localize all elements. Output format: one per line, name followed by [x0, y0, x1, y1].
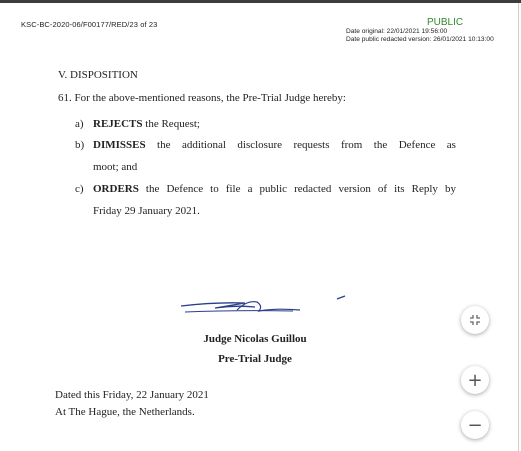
item-c-word: by: [445, 183, 456, 195]
fit-to-page-button[interactable]: [461, 306, 489, 334]
item-c-word: Reply: [411, 183, 438, 195]
place-line: At The Hague, the Netherlands.: [55, 406, 195, 418]
date-original: Date original: 22/01/2021 19:56:00: [346, 28, 448, 35]
item-c-word: the: [145, 183, 160, 195]
minus-icon: −: [467, 414, 483, 436]
item-c-word: file: [225, 183, 241, 195]
signature-image: [175, 292, 355, 322]
item-c-word: to: [210, 183, 219, 195]
item-c-word: of: [377, 183, 388, 195]
dated-line: Dated this Friday, 22 January 2021: [55, 389, 209, 401]
item-c-line2: Friday 29 January 2021.: [93, 205, 200, 217]
zoom-in-button[interactable]: [461, 366, 489, 394]
paragraph-61: 61. For the above-mentioned reasons, the Pre-Trial Judge hereby:: [58, 92, 346, 104]
document-id: KSC-BC-2020-06/F00177/RED/23 of 23: [21, 20, 158, 29]
item-b-word: Defence: [398, 139, 436, 151]
item-a-text: [93, 118, 200, 130]
item-b-word: requests: [293, 139, 330, 151]
date-redacted: Date public redacted version: 26/01/2021 10:13:00: [346, 36, 494, 43]
plus-icon: +: [467, 369, 483, 391]
signatory-name: Judge Nicolas Guillou: [203, 333, 307, 345]
zoom-out-button[interactable]: [461, 411, 489, 439]
item-b-word: disclosure: [237, 139, 282, 151]
item-c-marker: c): [75, 183, 84, 195]
section-heading: V. DISPOSITION: [58, 69, 138, 81]
item-c-word: version: [338, 183, 371, 195]
item-b-word: additional: [181, 139, 226, 151]
item-b-word: from: [340, 139, 363, 151]
item-a-rest: the Request;: [142, 118, 200, 130]
item-a-marker: a): [75, 118, 84, 130]
item-b-line2: moot; and: [93, 161, 138, 173]
page-top-border: [0, 0, 521, 3]
item-c-line1: [93, 183, 456, 195]
item-c-word: Defence: [166, 183, 204, 195]
item-c-word: its: [394, 183, 405, 195]
item-b-word: as: [446, 139, 456, 151]
item-b-word: DIMISSES: [93, 139, 146, 151]
item-c-word: redacted: [294, 183, 332, 195]
item-a-bold: REJECTS: [93, 118, 143, 130]
signatory-title: Pre-Trial Judge: [218, 353, 292, 365]
classification-label: PUBLIC: [427, 17, 464, 28]
item-c-word: public: [259, 183, 288, 195]
item-b-line1: [93, 139, 456, 151]
item-b-word: the: [373, 139, 388, 151]
fit-to-page-icon: [469, 314, 481, 326]
item-c-word: a: [247, 183, 253, 195]
item-b-word: the: [157, 139, 171, 151]
item-b-marker: b): [75, 139, 85, 151]
item-c-word: ORDERS: [93, 183, 139, 195]
